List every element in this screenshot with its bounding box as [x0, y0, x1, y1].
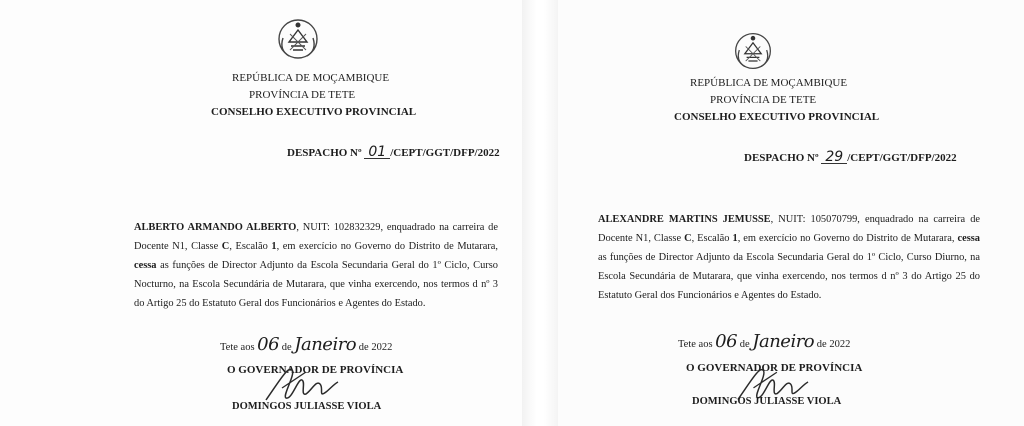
province-title: PROVÍNCIA DE TETE — [249, 89, 356, 101]
exercise-text: , em exercício no Governo do Distrito de Mutarara, — [737, 233, 958, 244]
despacho-number: 01 — [364, 146, 390, 159]
despacho-document-2 — [558, 0, 1024, 426]
governor-title: O GOVERNADOR DE PROVÍNCIA — [686, 362, 863, 374]
date-line — [220, 334, 392, 355]
functions-text: as funções de Director Adjunto da Escola Secundaria Geral do 1º Ciclo, Curso Nocturno, na Escola Secundária de Mutarara, que vinha exercendo, nos termos d nº 3 do Artigo 25 do Estatuto Geral dos Funcionários e Agentes do Estado. — [134, 260, 498, 309]
nuit-text: , NUIT: 105070799, enquadrado na carreira de Docente N1, Classe — [598, 214, 980, 244]
class-letter: C — [221, 241, 230, 252]
republic-title: REPÚBLICA DE MOÇAMBIQUE — [690, 77, 848, 89]
page-gutter — [522, 0, 558, 426]
despacho-number: 29 — [821, 151, 847, 164]
place-text: Tete aos — [220, 342, 255, 353]
coat-of-arms-icon — [275, 16, 321, 62]
signature-icon — [262, 360, 340, 406]
date-de-1: de — [281, 342, 292, 353]
despacho-suffix: /CEPT/GGT/DFP/2022 — [390, 147, 500, 159]
year-text: 2022 — [371, 342, 393, 353]
escalao-text: , Escalão — [691, 233, 733, 244]
handwritten-day: 06 — [715, 331, 738, 352]
council-title: CONSELHO EXECUTIVO PROVINCIAL — [674, 111, 880, 123]
council-title: CONSELHO EXECUTIVO PROVINCIAL — [211, 106, 417, 118]
escalao-text: , Escalão — [229, 241, 272, 252]
escalao-number: 1 — [732, 233, 738, 244]
date-de-2: de — [358, 342, 369, 353]
despacho-prefix: DESPACHO Nº — [287, 147, 362, 159]
person-name: ALEXANDRE MARTINS JEMUSSE — [598, 214, 771, 225]
cessa-word: cessa — [957, 233, 980, 244]
functions-text: as funções de Director Adjunto da Escola Secundaria Geral do 1º Ciclo, Curso Diurno, na Escola Secundária de Mutarara, que vinha exercendo, nos termos d nº 3 do Artigo 25 do Estatuto Geral dos Funcionários e Agentes do Estado. — [598, 252, 980, 301]
despacho-number-line — [744, 151, 957, 164]
handwritten-month: Janeiro — [294, 334, 357, 355]
date-de-1: de — [739, 339, 750, 350]
governor-title: O GOVERNADOR DE PROVÍNCIA — [227, 364, 404, 376]
escalao-number: 1 — [271, 241, 277, 252]
person-name: ALBERTO ARMANDO ALBERTO — [134, 222, 297, 233]
date-line — [678, 331, 850, 352]
class-letter: C — [684, 233, 692, 244]
despacho-suffix: /CEPT/GGT/DFP/2022 — [847, 152, 957, 164]
handwritten-month: Janeiro — [752, 331, 815, 352]
nuit-text: , NUIT: 102832329, enquadrado na carreira de Docente N1, Classe — [134, 222, 498, 252]
place-text: Tete aos — [678, 339, 713, 350]
year-text: 2022 — [829, 339, 851, 350]
despacho-body — [598, 210, 980, 305]
coat-of-arms-icon — [732, 30, 774, 72]
handwritten-day: 06 — [257, 334, 280, 355]
cessa-word: cessa — [134, 260, 157, 271]
despacho-number-line — [287, 146, 500, 159]
republic-title: REPÚBLICA DE MOÇAMBIQUE — [232, 72, 390, 84]
despacho-body — [134, 218, 498, 313]
signatory-name: DOMINGOS JULIASSE VIOLA — [692, 396, 842, 407]
signatory-name: DOMINGOS JULIASSE VIOLA — [232, 401, 382, 412]
exercise-text: , em exercício no Governo do Distrito de Mutarara, — [276, 241, 498, 252]
date-de-2: de — [816, 339, 827, 350]
despacho-prefix: DESPACHO Nº — [744, 152, 819, 164]
province-title: PROVÍNCIA DE TETE — [710, 94, 817, 106]
